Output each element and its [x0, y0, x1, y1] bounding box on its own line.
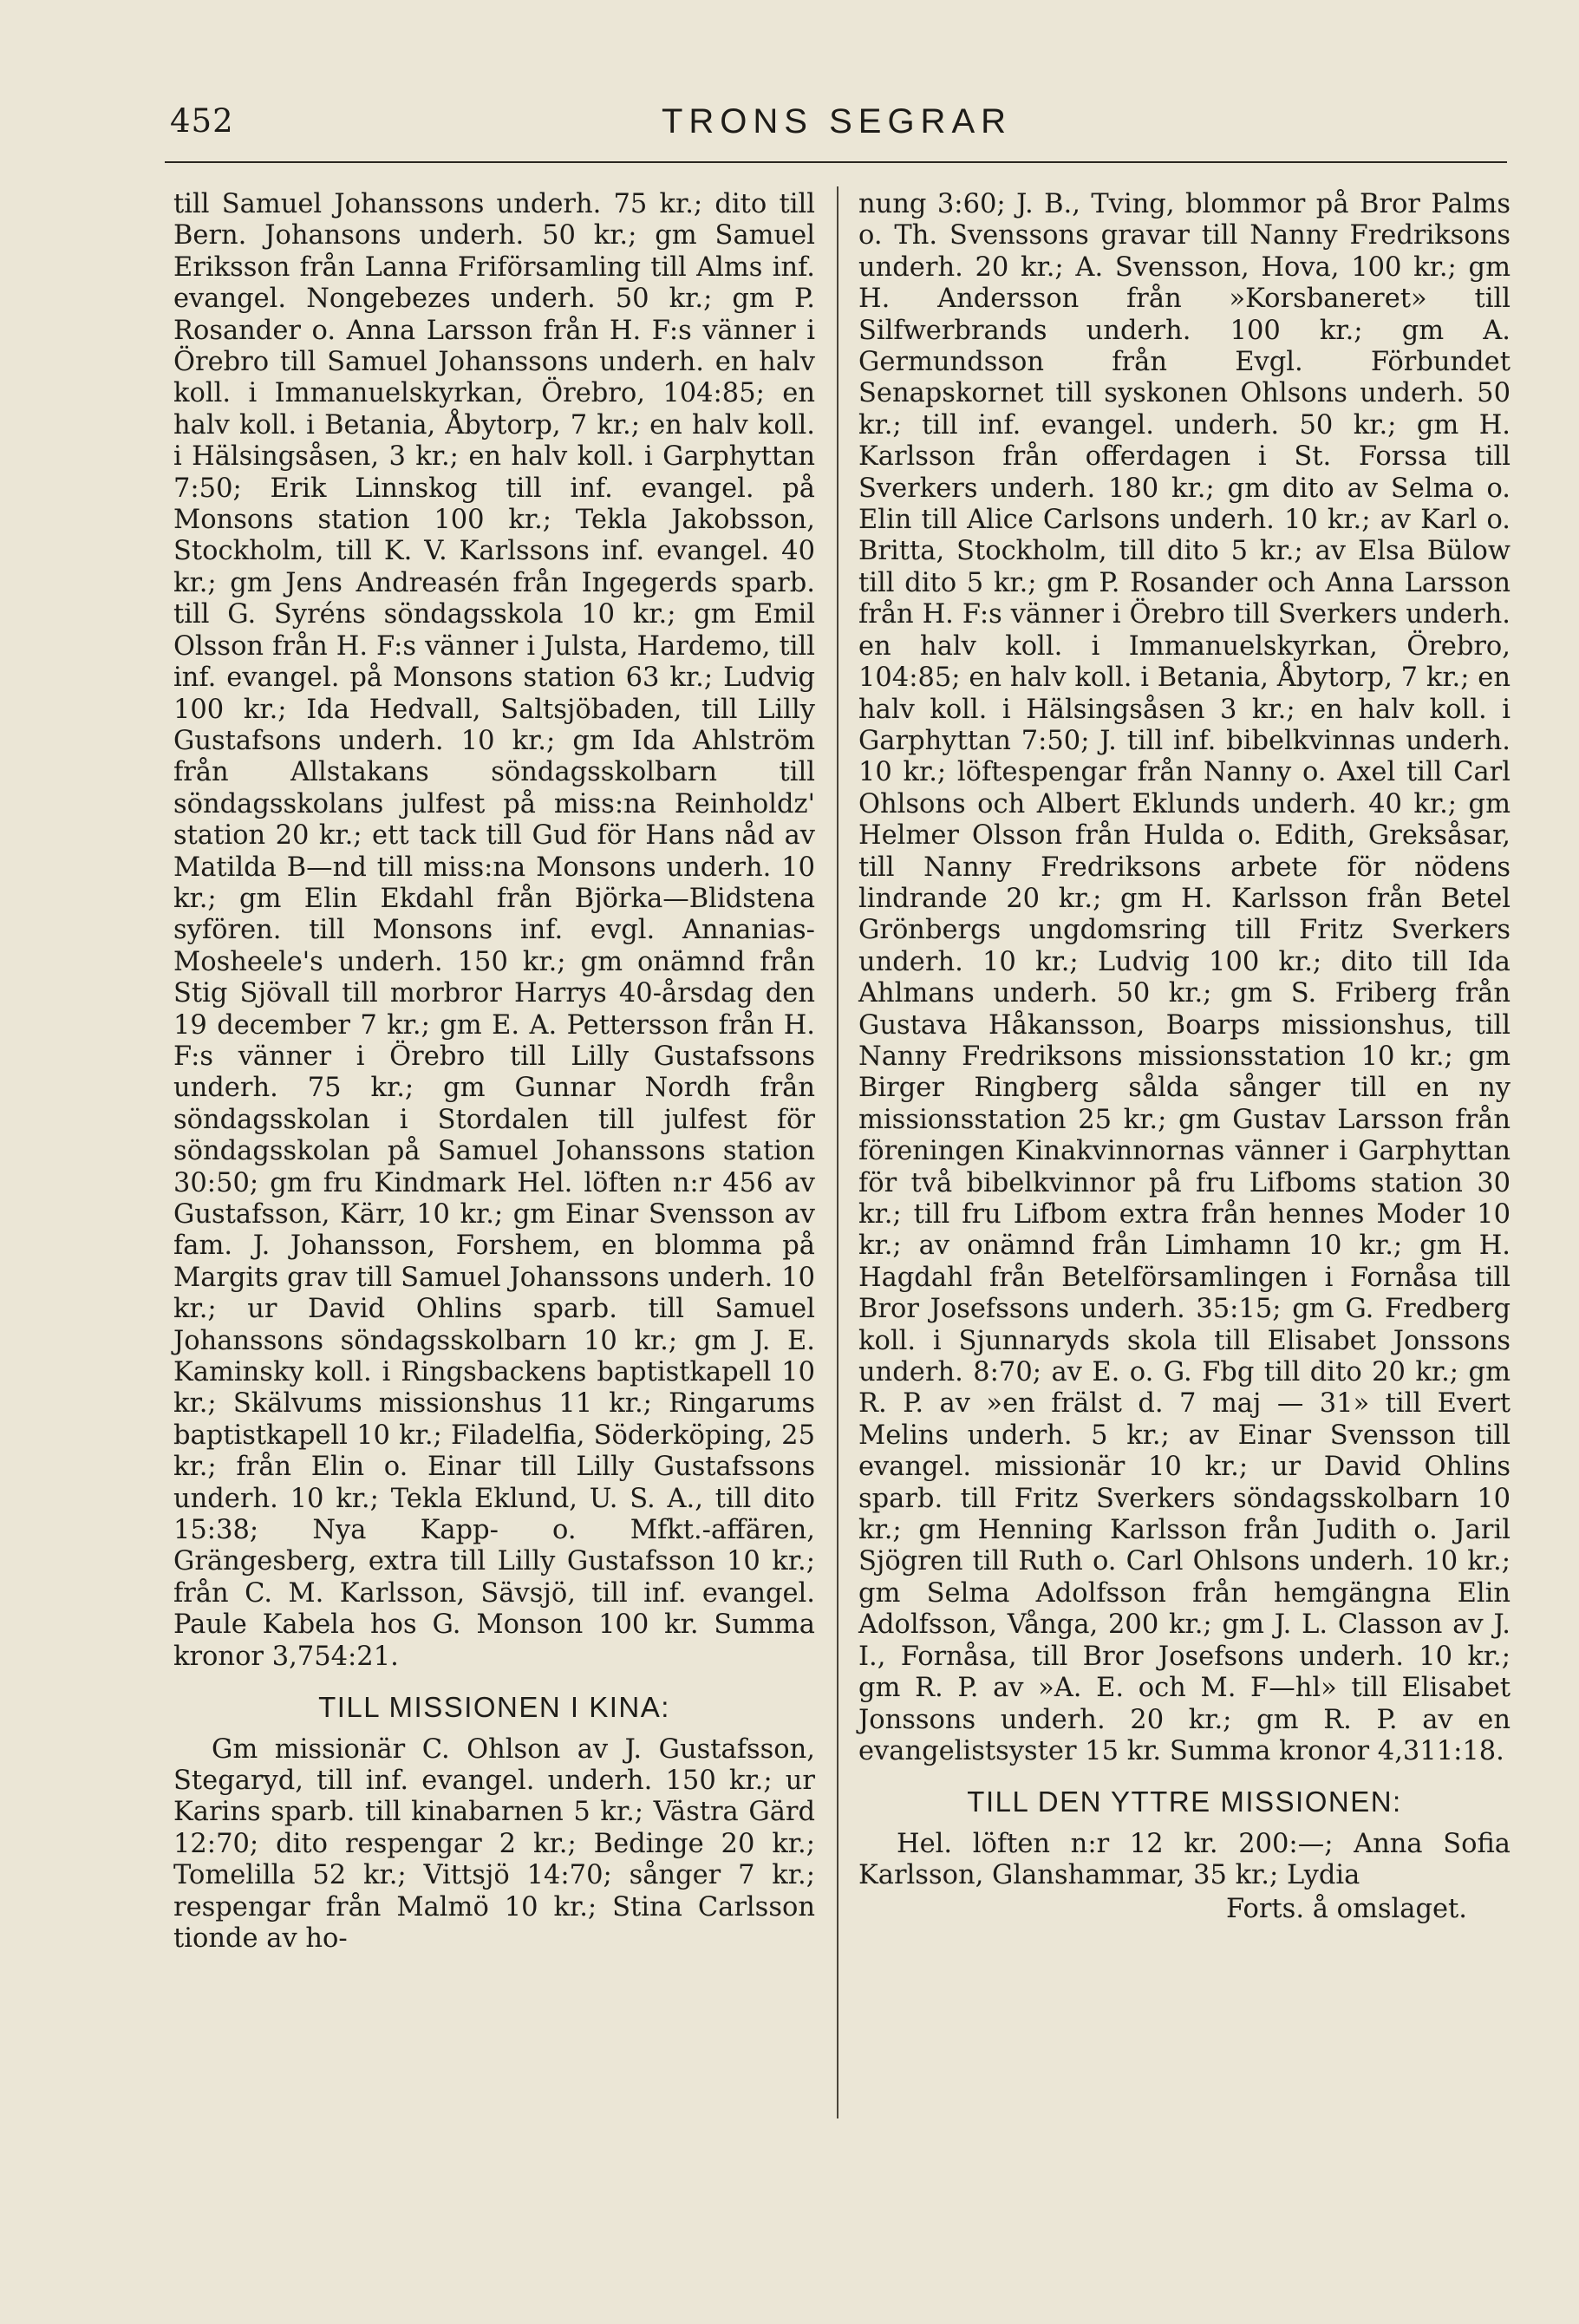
section-heading-yttre: TILL DEN YTTRE MISSIONEN: — [967, 1785, 1402, 1818]
header-rule — [165, 161, 1507, 163]
running-title: TRONS SEGRAR — [661, 102, 1013, 140]
right-column — [858, 189, 1510, 1925]
column-divider — [837, 186, 838, 2118]
section-heading-kina: TILL MISSIONEN I KINA: — [318, 1691, 670, 1724]
left-column — [173, 189, 815, 1955]
page-header — [165, 102, 1509, 154]
continuation-note: Forts. å omslaget. — [1225, 1893, 1467, 1924]
donation-list-continued-paragraph: nung 3:60; J. B., Tving, blommor på Bror Palms o. Th. Svenssons gravar till Nanny Fredriksons underh. 20 kr.; A. Svensson, Hova, 100 kr.; gm H. Andersson från »Korsbaneret» till Silfwerbrands underh. 100 kr.; gm A. Germundsson från Evgl. Förbundet Senapskornet till syskonen Ohlsons underh. 50 kr.; till inf. evangel. underh. 50 kr.; gm H. Karlsson från offerdagen i St. Forssa till Sverkers underh. 180 kr.; gm dito av Selma o. Elin till Alice Carlsons underh. 10 kr.; av Karl o. Britta, Stockholm, till dito 5 kr.; av Elsa Bülow till dito 5 kr.; gm P. Rosander och Anna Larsson från H. F:s vänner i Örebro till Sverkers underh. en halv koll. i Immanuelskyrkan, Örebro, 104:85; en halv koll. i Betania, Åbytorp, 7 kr.; en halv koll. i Hälsingsåsen 3 kr.; en halv koll. i Garphyttan 7:50; J. till inf. bibelkvinnas underh. 10 kr.; löftespengar från Nanny o. Axel till Carl Ohlsons och Albert Eklunds underh. 40 kr.; gm Helmer Olsson från Hulda o. Edith, Greksåsar, till Nanny Fredriksons arbete för nödens lindrande 20 kr.; gm H. Karlsson från Betel Grönbergs ungdomsring till Fritz Sverkers underh. 10 kr.; Ludvig 100 kr.; dito till Ida Ahlmans underh. 50 kr.; gm S. Friberg från Gustava Håkansson, Boarps missionshus, till Nanny Fredriksons missionsstation 10 kr.; gm Birger Ringberg sålda sånger till en ny missionsstation 25 kr.; gm Gustav Larsson från föreningen Kinakvinnornas vänner i Garphyttan för två bibelkvinnor på fru Lifboms station 30 kr.; till fru Lifbom extra från hennes Moder 10 kr.; av onämnd från Limhamn 10 kr.; gm H. Hagdahl från Betelförsamlingen i Fornåsa till Bror Josefssons underh. 35:15; gm G. Fredberg koll. i Sjunnaryds skola till Elisabet Jonssons underh. 8:70; av E. o. G. Fbg till dito 20 kr.; gm R. P. av »en frälst d. 7 maj — 31» till Evert Melins underh. 5 kr.; av Einar Svensson till evangel. missionär 10 kr.; ur David Ohlins sparb. till Fritz Sverkers söndagsskolbarn 10 kr.; gm Henning Karlsson från Judith o. Jaril Sjögren till Ruth o. Carl Ohlsons underh. 10 kr.; gm Selma Adolfsson från hemgängna Elin Adolfsson, Vånga, 200 kr.; gm J. L. Classon av J. I., Fornåsa, till Bror Josefsons underh. 10 kr.; gm R. P. av »A. E. och M. F—hl» till Elisabet Jonssons underh. 20 kr.; gm R. P. av en evangelistsyster 15 kr. Summa kronor 4,311:18. — [858, 189, 1510, 1766]
yttre-donations-paragraph: Hel. löften n:r 12 kr. 200:—; Anna Sofia Karlsson, Glanshammar, 35 kr.; Lydia — [858, 1828, 1510, 1891]
page-number: 452 — [170, 102, 234, 140]
donation-list-paragraph: till Samuel Johanssons underh. 75 kr.; dito till Bern. Johansons underh. 50 kr.; gm Samuel Eriksson från Lanna Friförsamling till Alms inf. evangel. Nongebezes underh. 50 kr.; gm P. Rosander o. Anna Larsson från H. F:s vänner i Örebro till Samuel Johanssons underh. en halv koll. i Immanuelskyrkan, Örebro, 104:85; en halv koll. i Betania, Åbytorp, 7 kr.; en halv koll. i Hälsingsåsen, 3 kr.; en halv koll. i Garphyttan 7:50; Erik Linnskog till inf. evangel. på Monsons station 100 kr.; Tekla Jakobsson, Stockholm, till K. V. Karlssons inf. evangel. 40 kr.; gm Jens Andreasén från Ingegerds sparb. till G. Syréns söndagsskola 10 kr.; gm Emil Olsson från H. F:s vänner i Julsta, Hardemo, till inf. evangel. på Monsons station 63 kr.; Ludvig 100 kr.; Ida Hedvall, Saltsjöbaden, till Lilly Gustafsons underh. 10 kr.; gm Ida Ahlström från Allstakans söndagsskolbarn till söndagsskolans julfest på miss:na Reinholdz' station 20 kr.; ett tack till Gud för Hans nåd av Matilda B—nd till miss:na Monsons underh. 10 kr.; gm Elin Ekdahl från Björka—Blidstena syfören. till Monsons inf. evgl. Annanias-Mosheele's underh. 150 kr.; gm onämnd från Stig Sjövall till morbror Harrys 40-årsdag den 19 december 7 kr.; gm E. A. Pettersson från H. F:s vänner i Örebro till Lilly Gustafssons underh. 75 kr.; gm Gunnar Nordh från söndagsskolan i Stordalen till julfest för söndagsskolan på Samuel Johanssons station 30:50; gm fru Kindmark Hel. löften n:r 456 av Gustafsson, Kärr, 10 kr.; gm Einar Svensson av fam. J. Johansson, Forshem, en blomma på Margits grav till Samuel Johanssons underh. 10 kr.; ur David Ohlins sparb. till Samuel Johanssons söndagsskolbarn 10 kr.; gm J. E. Kaminsky koll. i Ringsbackens baptistkapell 10 kr.; Skälvums missionshus 11 kr.; Ringarums baptistkapell 10 kr.; Filadelfia, Söderköping, 25 kr.; från Elin o. Einar till Lilly Gustafssons underh. 10 kr.; Tekla Eklund, U. S. A., till dito 15:38; Nya Kapp- o. Mfkt.-affären, Grängesberg, extra till Lilly Gustafsson 10 kr.; från C. M. Karlsson, Sävsjö, till inf. evangel. Paule Kabela hos G. Monson 100 kr. Summa kronor 3,754:21. — [173, 189, 815, 1672]
kina-donations-paragraph: Gm missionär C. Ohlson av J. Gustafsson, Stegaryd, till inf. evangel. underh. 150 kr.; ur Karins sparb. till kinabarnen 5 kr.; Västra Gärd 12:70; dito respengar 2 kr.; Bedinge 20 kr.; Tomelilla 52 kr.; Vittsjö 14:70; sånger 7 kr.; respengar från Malmö 10 kr.; Stina Carlsson tionde av ho- — [173, 1733, 815, 1954]
